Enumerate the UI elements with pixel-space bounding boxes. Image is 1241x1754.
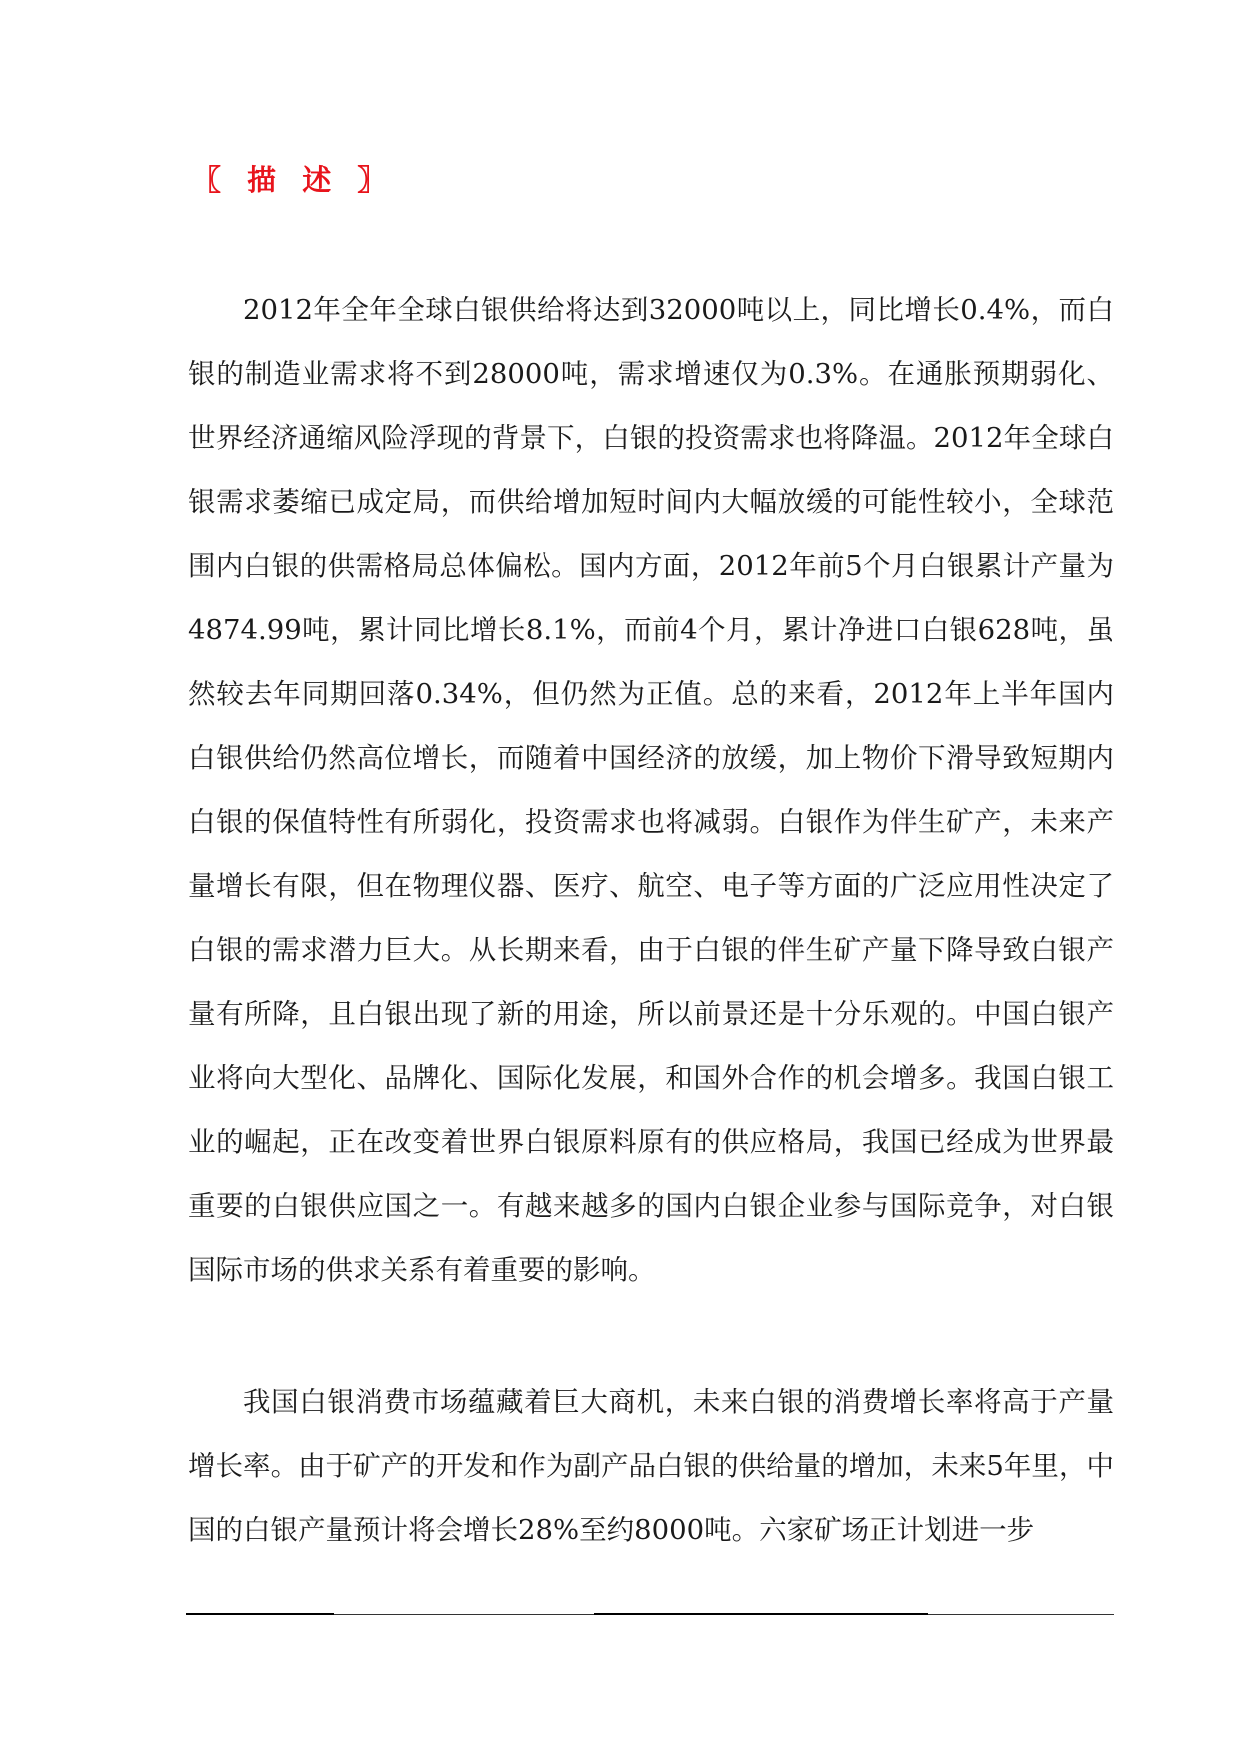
- section-heading: 〖 描 述 〗: [192, 163, 395, 197]
- footer-rule-segment: [928, 1614, 1114, 1615]
- paragraph-consumption-market: 我国白银消费市场蕴藏着巨大商机，未来白银的消费增长率将高于产量增长率。由于矿产的开发和作为副产品白银的供给量的增加，未来5年里，中国的白银产量预计将会增长28%至约8000吨。六家矿场正计划进一步: [188, 1386, 1114, 1546]
- footer-rule-segment: [186, 1613, 334, 1615]
- footer-rule-segment: [334, 1614, 594, 1615]
- paragraph-supply-demand: 2012年全年全球白银供给将达到32000吨以上，同比增长0.4%，而白银的制造业需求将不到28000吨，需求增速仅为0.3%。在通胀预期弱化、世界经济通缩风险浮现的背景下，白银的投资需求也将降温。2012年全球白银需求萎缩已成定局，而供给增加短时间内大幅放缓的可能性较小，全球范围内白银的供需格局总体偏松。国内方面，2012年前5个月白银累计产量为4874.99吨，累计同比增长8.1%，而前4个月，累计净进口白银628吨，虽然较去年同期回落0.34%，但仍然为正值。总的来看，2012年上半年国内白银供给仍然高位增长，而随着中国经济的放缓，加上物价下滑导致短期内白银的保值特性有所弱化，投资需求也将减弱。白银作为伴生矿产，未来产量增长有限，但在物理仪器、医疗、航空、电子等方面的广泛应用性决定了白银的需求潜力巨大。从长期来看，由于白银的伴生矿产量下降导致白银产量有所降，且白银出现了新的用途，所以前景还是十分乐观的。中国白银产业将向大型化、品牌化、国际化发展，和国外合作的机会增多。我国白银工业的崛起，正在改变着世界白银原料原有的供应格局，我国已经成为世界最重要的白银供应国之一。有越来越多的国内白银企业参与国际竞争，对白银国际市场的供求关系有着重要的影响。: [188, 294, 1114, 1286]
- footer-rule-segment: [594, 1613, 928, 1615]
